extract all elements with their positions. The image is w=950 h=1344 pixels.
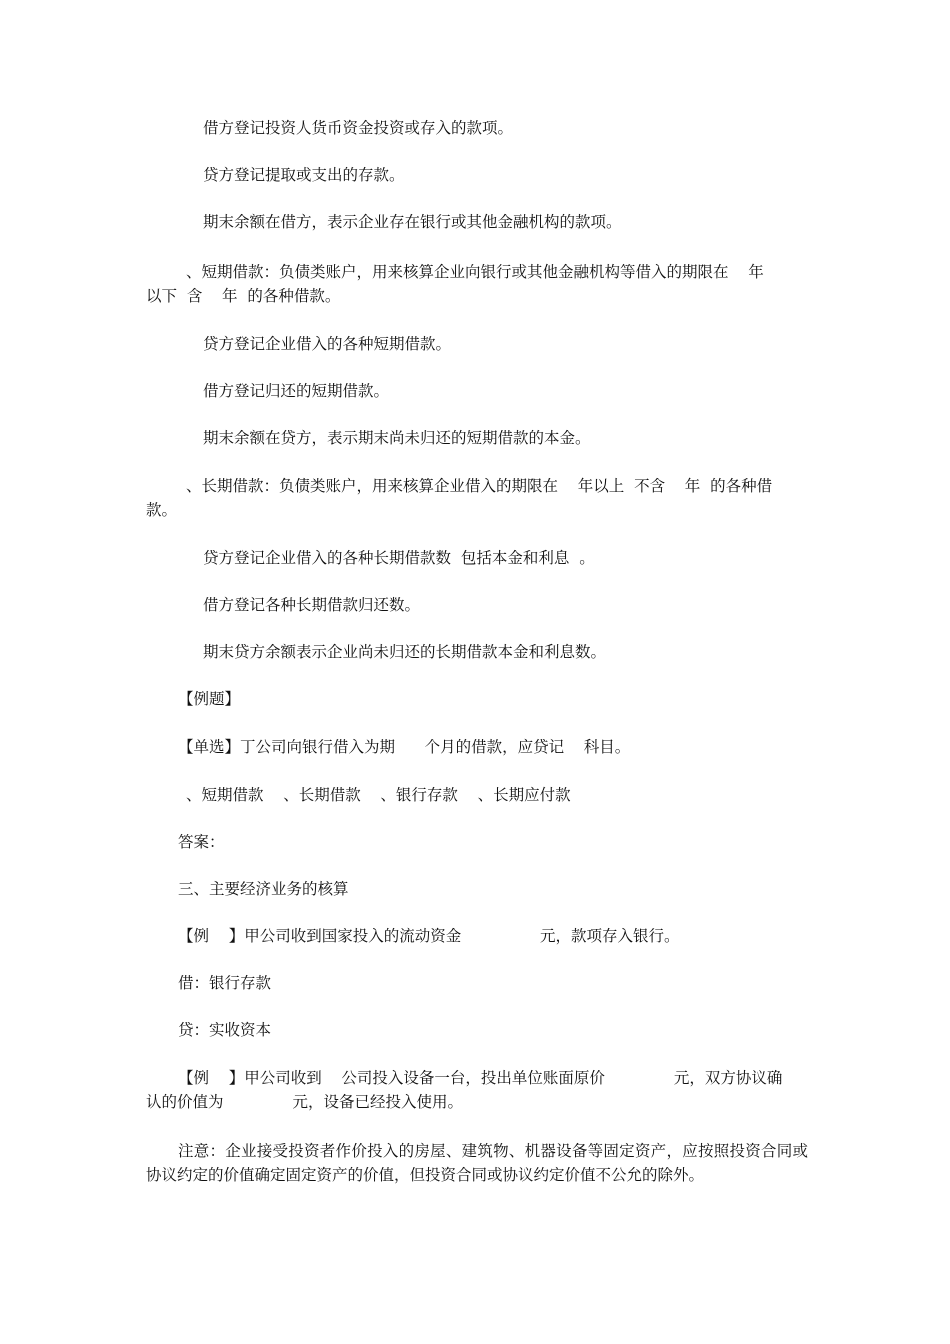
question-options: 、短期借款 、长期借款 、银行存款 、长期应付款 [186,786,571,804]
paragraph-long-term-credit: 贷方登记企业借入的各种长期借款数 包括本金和利息 。 [203,549,595,567]
answer-label: 答案： [178,833,225,851]
paragraph-long-term-balance: 期末贷方余额表示企业尚未归还的长期借款本金和利息数。 [203,643,607,661]
paragraph-short-term-credit: 贷方登记企业借入的各种短期借款。 [203,335,452,353]
paragraph-short-term-loan-line2: 以下 含 年 的各种借款。 [146,287,341,305]
example-equipment-line2: 认的价值为 元，设备已经投入使用。 [146,1093,463,1111]
entry-credit-capital: 贷：实收资本 [178,1021,272,1039]
paragraph-long-term-loan-line1: 、长期借款：负债类账户，用来核算企业借入的期限在 年以上 不含 年 的各种借 [186,477,773,495]
paragraph-debit-investment: 借方登记投资人货币资金投资或存入的款项。 [203,119,514,137]
entry-debit-bank: 借：银行存款 [178,974,272,992]
paragraph-short-term-balance: 期末余额在贷方，表示期末尚未归还的短期借款的本金。 [203,429,591,447]
heading-example: 【例题】 [178,690,241,708]
example-capital-receipt: 【例 】甲公司收到国家投入的流动资金 元，款项存入银行。 [178,927,680,945]
note-paragraph: 注意：企业接受投资者作价投入的房屋、建筑物、机器设备等固定资产，应按照投资合同或协议约定的价值确定固定资产的价值，但投资合同或协议约定价值不公允的除外。 [146,1142,808,1184]
paragraph-ending-balance-debit: 期末余额在借方，表示企业存在银行或其他金融机构的款项。 [203,213,622,231]
paragraph-short-term-debit: 借方登记归还的短期借款。 [203,382,390,400]
paragraph-short-term-loan-line1: 、短期借款：负债类账户，用来核算企业向银行或其他金融机构等借入的期限在 年 [186,263,764,281]
example-equipment-line1: 【例 】甲公司收到 公司投入设备一台，投出单位账面原价 元，双方协议确 [178,1069,783,1087]
question-single-choice: 【单选】丁公司向银行借入为期 个月的借款，应贷记 科目。 [178,738,631,756]
section-heading: 三、主要经济业务的核算 [178,880,349,898]
paragraph-long-term-loan-line2: 款。 [146,501,178,519]
paragraph-credit-withdrawal: 贷方登记提取或支出的存款。 [203,166,405,184]
paragraph-long-term-debit: 借方登记各种长期借款归还数。 [203,596,421,614]
